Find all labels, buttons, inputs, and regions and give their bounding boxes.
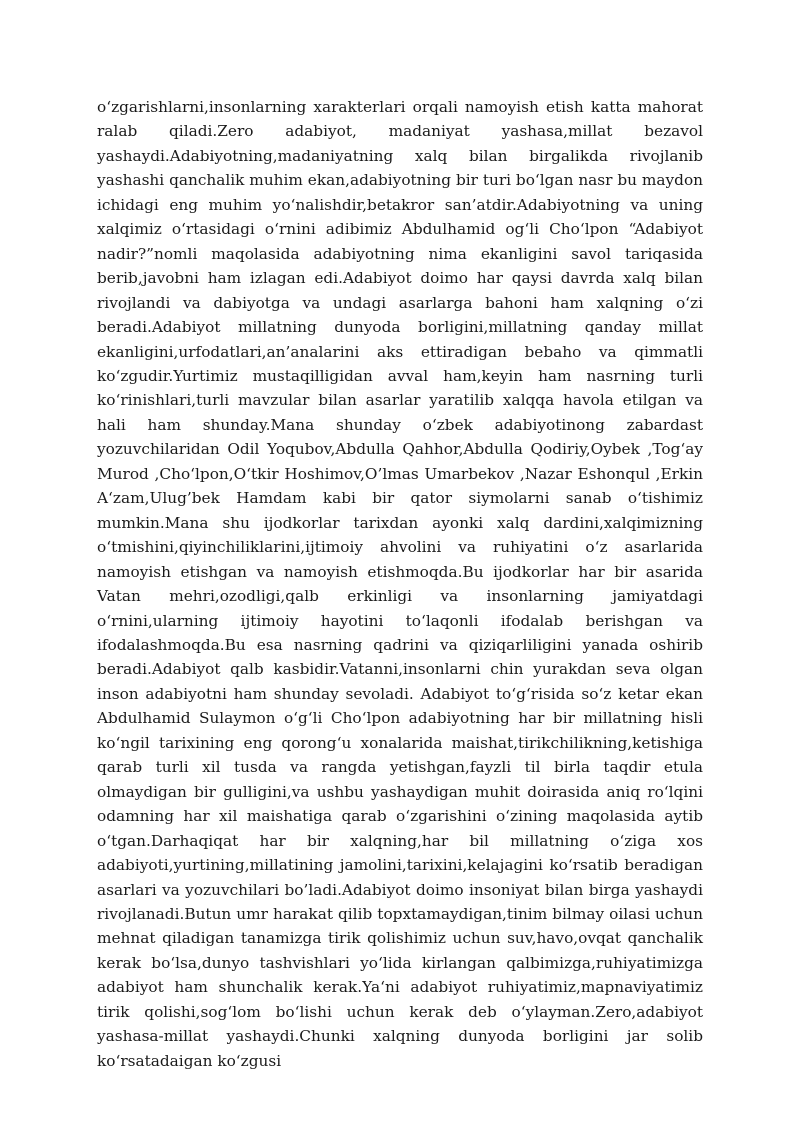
body-text-block [97,95,703,1073]
body-paragraph: o‘zgarishlarni,insonlarning xarakterlari orqali namoyish etish katta mahorat ralab qiladi.Zero adabiyot, madaniyat yashasa,millat bezavol yashaydi.Adabiyotning,madaniyatning xalq bilan birgalikda rivojlanib yashashi qanchalik muhim ekan,adabiyotning bir turi bo‘lgan nasr bu maydon ichidagi eng muhim yo‘nalishdir,betakror san’atdir.Adabiyotning va uning xalqimiz o‘rtasidagi o‘rnini adibimiz Abdulhamid og‘li Cho‘lpon “Adabiyot nadir?”nomli maqolasida adabiyotning nima ekanligini savol tariqasida berib,javobni ham izlagan edi.Adabiyot doimo har qaysi davrda xalq bilan rivojlandi va dabiyotga va undagi asarlarga bahoni ham xalqning o‘zi beradi.Adabiyot millatning dunyoda borligini,millatning qanday millat ekanligini,urfodatlari,an’analarini aks ettiradigan bebaho va qimmatli ko‘zgudir.Yurtimiz mustaqilligidan avval ham,keyin ham nasrning turli ko‘rinishlari,turli mavzular bilan asarlar yaratilib xalqqa havola etilgan va hali ham shunday.Mana shunday o‘zbek adabiyotinong zabardast yozuvchilaridan Odil Yoqubov,Abdulla Qahhor,Abdulla Qodiriy,Oybek ,Tog‘ay Murod ,Cho‘lpon,O‘tkir Hoshimov,O’lmas Umarbekov ,Nazar Eshonqul ,Erkin A‘zam,Ulug’bek Hamdam kabi bir qator siymolarni sanab o‘tishimiz mumkin.Mana shu ijodkorlar tarixdan ayonki xalq dardini,xalqimizning o‘tmishini,qiyinchiliklarini,ijtimoiy ahvolini va ruhiyatini o‘z asarlarida namoyish etishgan va namoyish etishmoqda.Bu ijodkorlar har bir asarida Vatan mehri,ozodligi,qalb erkinligi va insonlarning jamiyatdagi o‘rnini,ularning ijtimoiy hayotini to‘laqonli ifodalab berishgan va ifodalashmoqda.Bu esa nasrning qadrini va qiziqarliligini yanada oshirib beradi.Adabiyot qalb kasbidir.Vatanni,insonlarni chin yurakdan seva olgan inson adabiyotni ham shunday sevoladi. Adabiyot to‘g‘risida so‘z ketar ekan Abdulhamid Sulaymon o‘g‘li Cho‘lpon adabiyotning har bir millatning hisli ko‘ngil tarixining eng qorong‘u xonalarida maishat,tirikchilikning,ketishiga qarab turli xil tusda va rangda yetishgan,fayzli til birla taqdir etula olmaydigan bir gulligini,va ushbu yashaydigan muhit doirasida aniq ro‘lqini odamning har xil maishatiga qarab o‘zgarishini o‘zining maqolasida aytib o‘tgan.Darhaqiqat har bir xalqning,har bil millatning o‘ziga xos adabiyoti,yurtining,millatining jamolini,tarixini,kelajagini ko‘rsatib beradigan asarlari va yozuvchilari bo’ladi.Adabiyot doimo insoniyat bilan birga yashaydi rivojlanadi.Butun umr harakat qilib topxtamaydigan,tinim bilmay oilasi uchun mehnat qiladigan tanamizga tirik qolishimiz uchun suv,havo,ovqat qanchalik kerak bo‘lsa,dunyo tashvishlari yo‘lida kirlangan qalbimizga,ruhiyatimizga adabiyot ham shunchalik kerak.Ya‘ni adabiyot ruhiyatimiz,mapnaviyatimiz tirik qolishi,sog‘lom bo‘lishi uchun kerak deb o‘ylayman.Zero,adabiyot yashasa-millat yashaydi.Chunki xalqning dunyoda borligini jar solib ko‘rsatadaigan ko‘zgusi [97,98,703,1070]
